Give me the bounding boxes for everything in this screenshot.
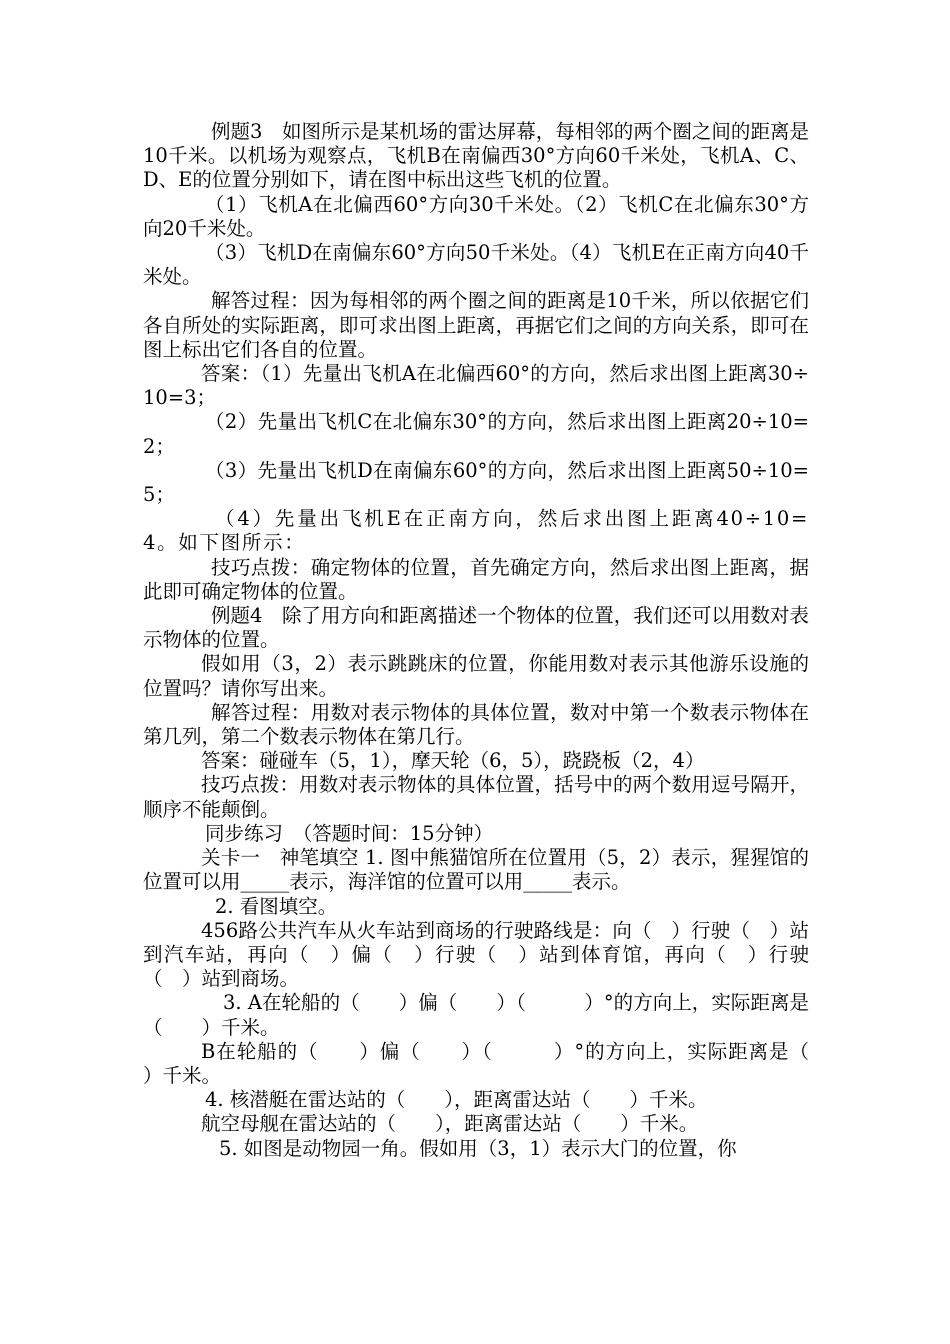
practice-q1: 关卡一 神笔填空 1. 图中熊猫馆所在位置用（5，2）表示，猩猩馆的位置可以用_____表示，海洋馆的位置可以用_____表示。 [143, 846, 809, 894]
example-3-answer-4: （4）先量出飞机E在正南方向，然后求出图上距离40÷10=4。如下图所示： [143, 507, 809, 555]
practice-q4-carrier: 航空母舰在雷达站的（ ），距离雷达站（ ）千米。 [201, 1112, 699, 1136]
practice-q2-route: 456路公共汽车从火车站到商场的行驶路线是：向（ ）行驶（ ）站到汽车站，再向（ ）偏（ ）行驶（ ）站到体育馆，再向（ ）行驶（ ）站到商场。 [143, 918, 809, 991]
example-3-answer-2: （2）先量出飞机C在北偏东30°的方向，然后求出图上距离20÷10=2； [143, 410, 809, 458]
practice-q4-submarine: 4. 核潜艇在雷达站的（ ），距离雷达站（ ）千米。 [205, 1088, 708, 1112]
example-3-tip: 技巧点拨：确定物体的位置，首先确定方向，然后求出图上距离，据此即可确定物体的位置。 [143, 555, 809, 603]
practice-q5: 5. 如图是动物园一角。假如用（3，1）表示大门的位置，你 [219, 1136, 737, 1160]
example-3-solution: 解答过程：因为每相邻的两个圈之间的距离是10千米，所以依据它们各自所处的实际距离，即可求出图上距离，再据它们之间的方向关系，即可在图上标出它们各自的位置。 [143, 289, 809, 361]
practice-q3-b: B在轮船的（ ）偏（ ）（ ）°的方向上，实际距离是（ ）千米。 [143, 1039, 849, 1087]
example-3-answer-3: （3）先量出飞机D在南偏东60°的方向，然后求出图上距离50÷10=5； [143, 458, 809, 507]
example-4-answer: 答案：碰碰车（5，1），摩天轮（6，5），跷跷板（2，4） [201, 749, 705, 773]
document-body [143, 120, 849, 1161]
example-4-question: 例题4 除了用方向和距离描述一个物体的位置，我们还可以用数对表示物体的位置。 [143, 604, 809, 652]
practice-q2: 2. 看图填空。 [215, 894, 338, 918]
example-3-item-3-4: （3）飞机D在南偏东60°方向50千米处。（4）飞机E在正南方向40千米处。 [143, 241, 809, 289]
example-3-answer-1: 答案：（1）先量出飞机A在北偏西60°的方向，然后求出图上距离30÷10=3； [143, 362, 809, 410]
example-4-solution: 解答过程：用数对表示物体的具体位置，数对中第一个数表示物体在第几列，第二个数表示物体在第几行。 [143, 700, 809, 749]
example-4-prompt: 假如用（3，2）表示跳跳床的位置，你能用数对表示其他游乐设施的位置吗？请你写出来。 [143, 652, 809, 700]
practice-q3-a: 3. A在轮船的（ ）偏（ ）（ ）°的方向上，实际距离是（ ）千米。 [143, 991, 809, 1039]
example-3-item-1-2: （1）飞机A在北偏西60°方向30千米处。（2）飞机C在北偏东30°方向20千米处。 [143, 192, 809, 240]
practice-heading: 同步练习 （答题时间：15分钟） [205, 821, 494, 845]
example-3-question: 例题3 如图所示是某机场的雷达屏幕，每相邻的两个圈之间的距离是10千米。以机场为观察点，飞机B在南偏西30°方向60千米处，飞机A、C、D、E的位置分别如下，请在图中标出这些飞机的位置。 [143, 120, 809, 192]
example-4-tip: 技巧点拨：用数对表示物体的具体位置，括号中的两个数用逗号隔开，顺序不能颠倒。 [143, 773, 809, 821]
